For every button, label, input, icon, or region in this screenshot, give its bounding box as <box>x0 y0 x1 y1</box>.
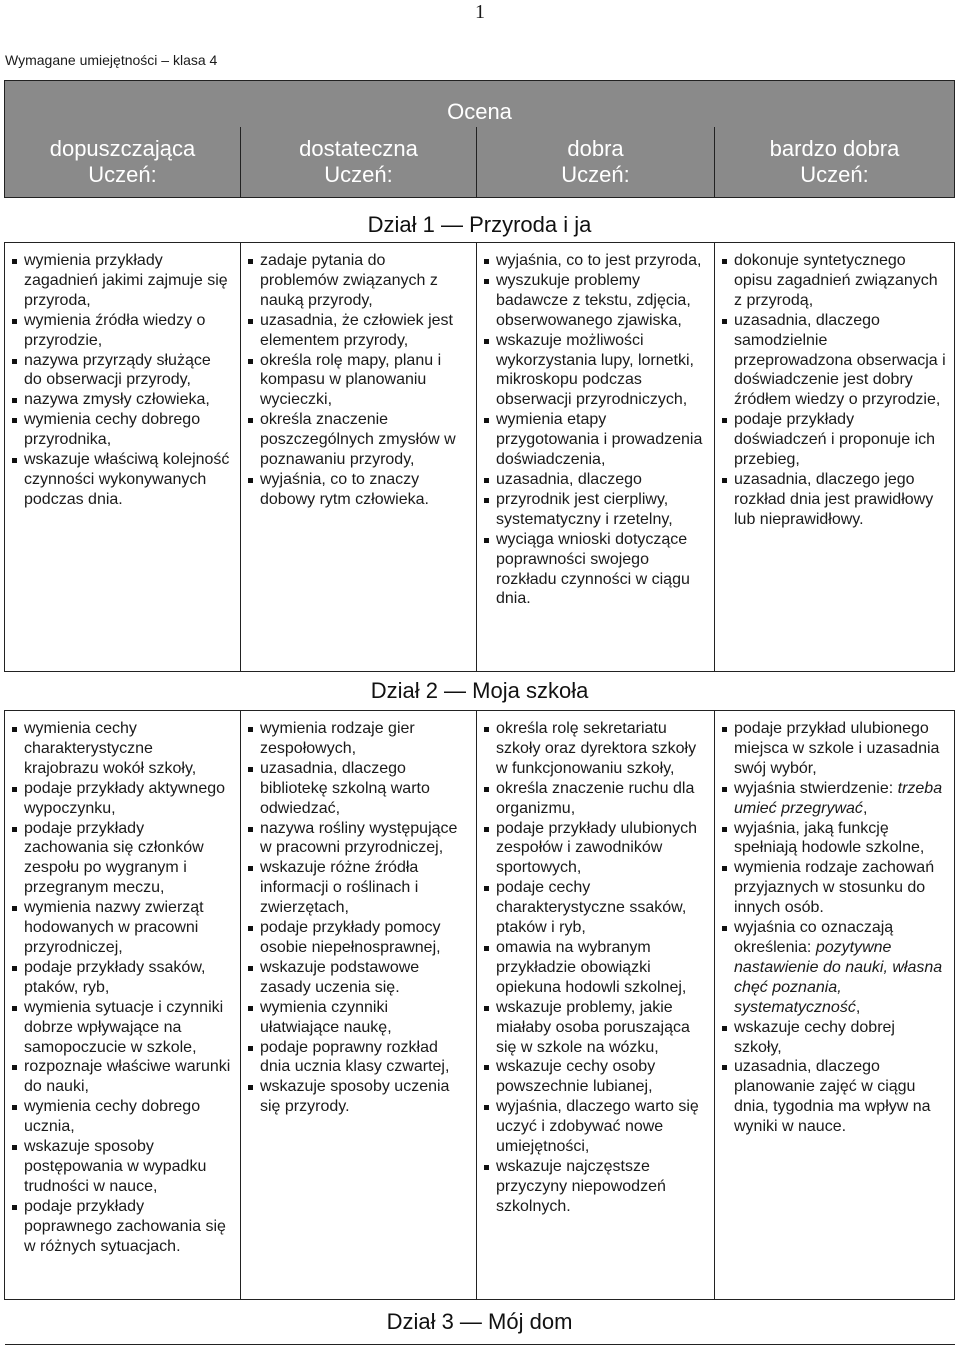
requirement-item: uzasadnia, dlaczego <box>481 470 706 490</box>
requirement-item: podaje przykłady poprawnego zachowania się w różnych sytuacjach. <box>9 1197 232 1257</box>
requirement-item: wymienia rodzaje gier zespołowych, <box>245 719 468 759</box>
grade-name: bardzo dobra <box>769 136 900 161</box>
requirement-item: podaje przykłady doświadczeń i proponuje ich przebieg, <box>719 410 946 470</box>
requirement-item: określa rolę mapy, planu i kompasu w planowaniu wycieczki, <box>245 351 468 411</box>
requirement-item: podaje poprawny rozkład dnia ucznia klasy czwartej, <box>245 1038 468 1078</box>
requirements-list <box>481 719 710 1217</box>
requirement-item: uzasadnia, dlaczego planowanie zajęć w ciągu dnia, tygodnia ma wpływ na wyniki w nauce. <box>719 1057 946 1137</box>
requirement-item: wymienia czynniki ułatwiające naukę, <box>245 998 468 1038</box>
requirement-item: wymienia cechy charakterystyczne krajobrazu wokół szkoły, <box>9 719 232 779</box>
requirement-item: określa rolę sekretariatu szkoły oraz dyrektora szkoły w funkcjonowaniu szkoły, <box>481 719 706 779</box>
requirement-item: podaje przykłady pomocy osobie niepełnosprawnej, <box>245 918 468 958</box>
requirement-item: określa znaczenie poszczególnych zmysłów w poznawaniu przyrody, <box>245 410 468 470</box>
requirement-item: wyjaśnia, co to jest przyroda, <box>481 251 706 271</box>
requirement-item: wymienia przykłady zagadnień jakimi zajmuje się przyroda, <box>9 251 232 311</box>
grade-name: dopuszczająca <box>49 136 196 161</box>
requirement-item: uzasadnia, dlaczego samodzielnie przeprowadzona obserwacja i doświadczenie jest dobry źródłem wiedzy o przyrodzie, <box>719 311 946 411</box>
requirement-item: wyjaśnia stwierdzenie: trzeba umieć przegrywać, <box>719 779 946 819</box>
requirement-item: omawia na wybranym przykładzie obowiązki opiekuna hodowli szkolnej, <box>481 938 706 998</box>
grade-header-2 <box>241 127 477 198</box>
requirement-item: wskazuje sposoby uczenia się przyrody. <box>245 1077 468 1117</box>
requirement-item: wskazuje problemy, jakie miałaby osoba poruszająca się w szkole na wózku, <box>481 998 706 1058</box>
requirement-item: nazywa rośliny występujące w pracowni przyrodniczej, <box>245 819 468 859</box>
requirement-item: wskazuje właściwą kolejność czynności wykonywanych podczas dnia. <box>9 450 232 510</box>
requirement-item: rozpoznaje właściwe warunki do nauki, <box>9 1057 232 1097</box>
grade-sub: Uczeń: <box>561 162 630 187</box>
page-number: 1 <box>475 1 485 23</box>
section-title-3: Dział 3 — Mój dom <box>5 1300 955 1345</box>
grade-name: dostateczna <box>299 136 418 161</box>
requirement-item: wskazuje sposoby postępowania w wypadku trudności w nauce, <box>9 1137 232 1197</box>
requirements-list <box>719 251 950 530</box>
requirement-item: podaje przykład ulubionego miejsca w szkole i uzasadnia swój wybór, <box>719 719 946 779</box>
requirement-item: wskazuje cechy dobrej szkoły, <box>719 1018 946 1058</box>
grade-header-3 <box>477 127 715 198</box>
grade-header-1 <box>5 127 241 198</box>
requirement-item: nazywa przyrządy służące do obserwacji przyrody, <box>9 351 232 391</box>
requirement-item: wymienia cechy dobrego ucznia, <box>9 1097 232 1137</box>
requirement-item: wymienia nazwy zwierząt hodowanych w pracowni przyrodniczej, <box>9 898 232 958</box>
requirements-list <box>245 719 472 1117</box>
requirement-item: nazywa zmysły człowieka, <box>9 390 232 410</box>
grade-sub: Uczeń: <box>800 162 869 187</box>
section-title-1: Dział 1 — Przyroda i ja <box>5 198 955 243</box>
requirement-item: wskazuje najczęstsze przyczyny niepowodzeń szkolnych. <box>481 1157 706 1217</box>
grade-name: dobra <box>567 136 624 161</box>
requirements-table <box>4 80 955 1345</box>
requirement-item: dokonuje syntetycznego opisu zagadnień związanych z przyrodą, <box>719 251 946 311</box>
requirement-item: podaje przykłady ssaków, ptaków, ryb, <box>9 958 232 998</box>
requirement-item: zadaje pytania do problemów związanych z nauką przyrody, <box>245 251 468 311</box>
requirements-list <box>9 251 236 510</box>
requirement-item: podaje przykłady ulubionych zespołów i zawodników sportowych, <box>481 819 706 879</box>
grade-header-4 <box>715 127 955 198</box>
requirement-item: wskazuje podstawowe zasady uczenia się. <box>245 958 468 998</box>
ocena-header <box>5 81 955 128</box>
requirements-list <box>719 719 950 1137</box>
requirement-item: podaje cechy charakterystyczne ssaków, ptaków i ryb, <box>481 878 706 938</box>
requirement-item: wskazuje możliwości wykorzystania lupy, lornetki, mikroskopu podczas obserwacji przyrodniczych, <box>481 331 706 411</box>
requirement-item: wymienia źródła wiedzy o przyrodzie, <box>9 311 232 351</box>
requirements-list <box>245 251 472 510</box>
requirement-item: przyrodnik jest cierpliwy, systematyczny i rzetelny, <box>481 490 706 530</box>
requirement-item: podaje przykłady aktywnego wypoczynku, <box>9 779 232 819</box>
requirement-item: wskazuje cechy osoby powszechnie lubianej, <box>481 1057 706 1097</box>
grade-sub: Uczeń: <box>88 162 157 187</box>
requirement-item: wymienia sytuacje i czynniki dobrze wpływające na samopoczucie w szkole, <box>9 998 232 1058</box>
requirement-item: wyjaśnia, dlaczego warto się uczyć i zdobywać nowe umiejętności, <box>481 1097 706 1157</box>
requirement-item: uzasadnia, dlaczego bibliotekę szkolną warto odwiedzać, <box>245 759 468 819</box>
document-title: Wymagane umiejętności – klasa 4 <box>5 52 218 68</box>
requirement-item: wyszukuje problemy badawcze z tekstu, zdjęcia, obserwowanego zjawiska, <box>481 271 706 331</box>
requirement-item: wyjaśnia co oznaczają określenia: pozytywne nastawienie do nauki, własna chęć poznania, systematyczność, <box>719 918 946 1018</box>
requirement-item: wyciąga wnioski dotyczące poprawności swojego rozkładu czynności w ciągu dnia. <box>481 530 706 610</box>
grade-sub: Uczeń: <box>324 162 393 187</box>
section-title-2: Dział 2 — Moja szkoła <box>5 672 955 711</box>
requirement-item: wymienia cechy dobrego przyrodnika, <box>9 410 232 450</box>
ocena-label: Ocena <box>447 99 512 124</box>
requirement-item: wskazuje różne źródła informacji o roślinach i zwierzętach, <box>245 858 468 918</box>
requirement-item: podaje przykłady zachowania się członków zespołu po wygranym i przegranym meczu, <box>9 819 232 899</box>
requirement-item: wymienia etapy przygotowania i prowadzenia doświadczenia, <box>481 410 706 470</box>
requirement-item: wyjaśnia, co to znaczy dobowy rytm człowieka. <box>245 470 468 510</box>
requirement-item: wyjaśnia, jaką funkcję spełniają hodowle szkolne, <box>719 819 946 859</box>
requirement-item: wymienia rodzaje zachowań przyjaznych w stosunku do innych osób. <box>719 858 946 918</box>
requirements-list <box>9 719 236 1256</box>
requirement-item: uzasadnia, że człowiek jest elementem przyrody, <box>245 311 468 351</box>
requirement-item: określa znaczenie ruchu dla organizmu, <box>481 779 706 819</box>
requirement-item: uzasadnia, dlaczego jego rozkład dnia jest prawidłowy lub nieprawidłowy. <box>719 470 946 530</box>
requirements-list <box>481 251 710 609</box>
